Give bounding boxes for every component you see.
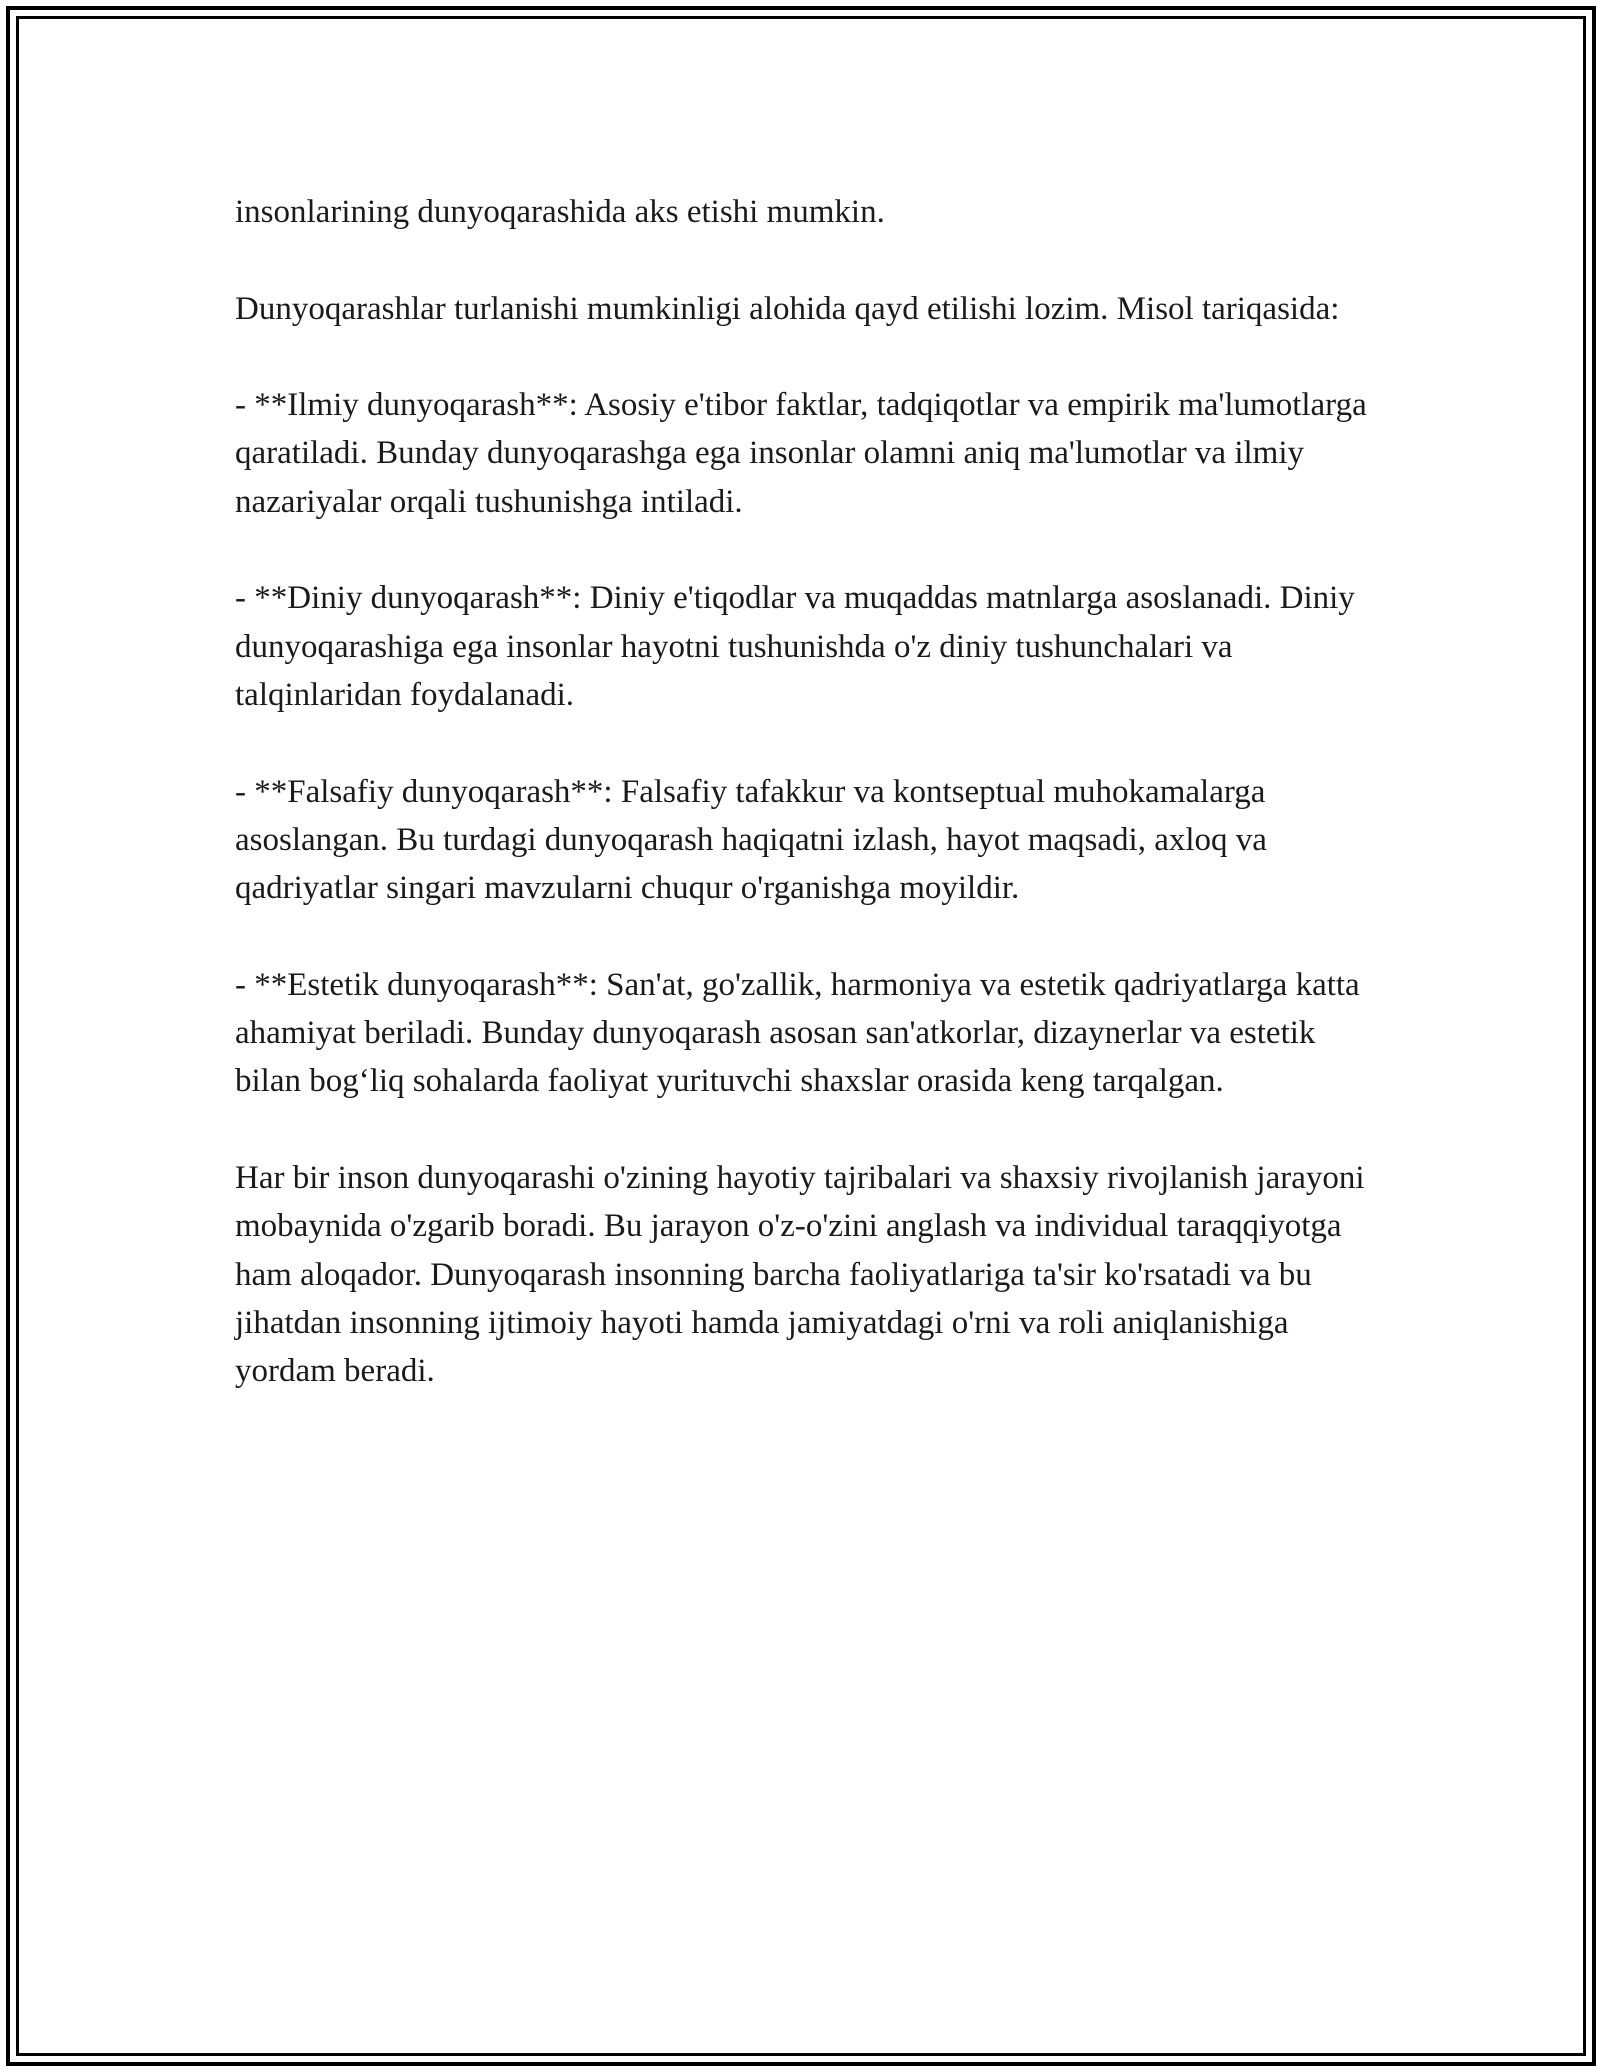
list-item-aesthetic: - **Estetik dunyoqarash**: San'at, go'zallik, harmoniya va estetik qadriyatlarga katta ahamiyat beriladi. Bunday dunyoqarash asosan san'atkorlar, dizaynerlar va estetik bilan bog‘liq sohalarda faoliyat yurituvchi shaxslar orasida keng tarqalgan. <box>235 966 1360 1100</box>
paragraph-continuation: insonlarining dunyoqarashida aks etishi mumkin. <box>235 194 885 230</box>
list-item-religious: - **Diniy dunyoqarash**: Diniy e'tiqodlar va muqaddas matnlarga asoslanadi. Diniy dunyoqarashiga ega insonlar hayotni tushunishda o'z diniy tushunchalari va talqinlaridan foydalanadi. <box>235 580 1355 713</box>
paragraph-conclusion: Har bir inson dunyoqarashi o'zining hayotiy tajribalari va shaxsiy rivojlanish jarayoni mobaynida o'zgarib boradi. Bu jarayon o'z-o'zini anglash va individual taraqqiyotga ham aloqador. Dunyoqarash insonning barcha faoliyatlariga ta'sir ko'rsatadi va bu jihatdan insonning ijtimoiy hayoti hamda jamiyatdagi o'rni va roli aniqlanishiga yordam beradi. <box>235 1159 1365 1390</box>
list-item-scientific: - **Ilmiy dunyoqarash**: Asosiy e'tibor faktlar, tadqiqotlar va empirik ma'lumotlarga qaratiladi. Bunday dunyoqarashga ega insonlar olamni aniq ma'lumotlar va ilmiy nazariyalar orqali tushunishga intiladi. <box>235 387 1367 520</box>
document-body <box>235 188 1375 1444</box>
list-item-philosophical: - **Falsafiy dunyoqarash**: Falsafiy tafakkur va kontseptual muhokamalarga asoslangan. Bu turdagi dunyoqarash haqiqatni izlash, hayot maqsadi, axloq va qadriyatlar singari mavzularni chuqur o'rganishga moyildir. <box>235 773 1267 907</box>
paragraph-intro: Dunyoqarashlar turlanishi mumkinligi alohida qayd etilishi lozim. Misol tariqasida: <box>235 290 1340 327</box>
